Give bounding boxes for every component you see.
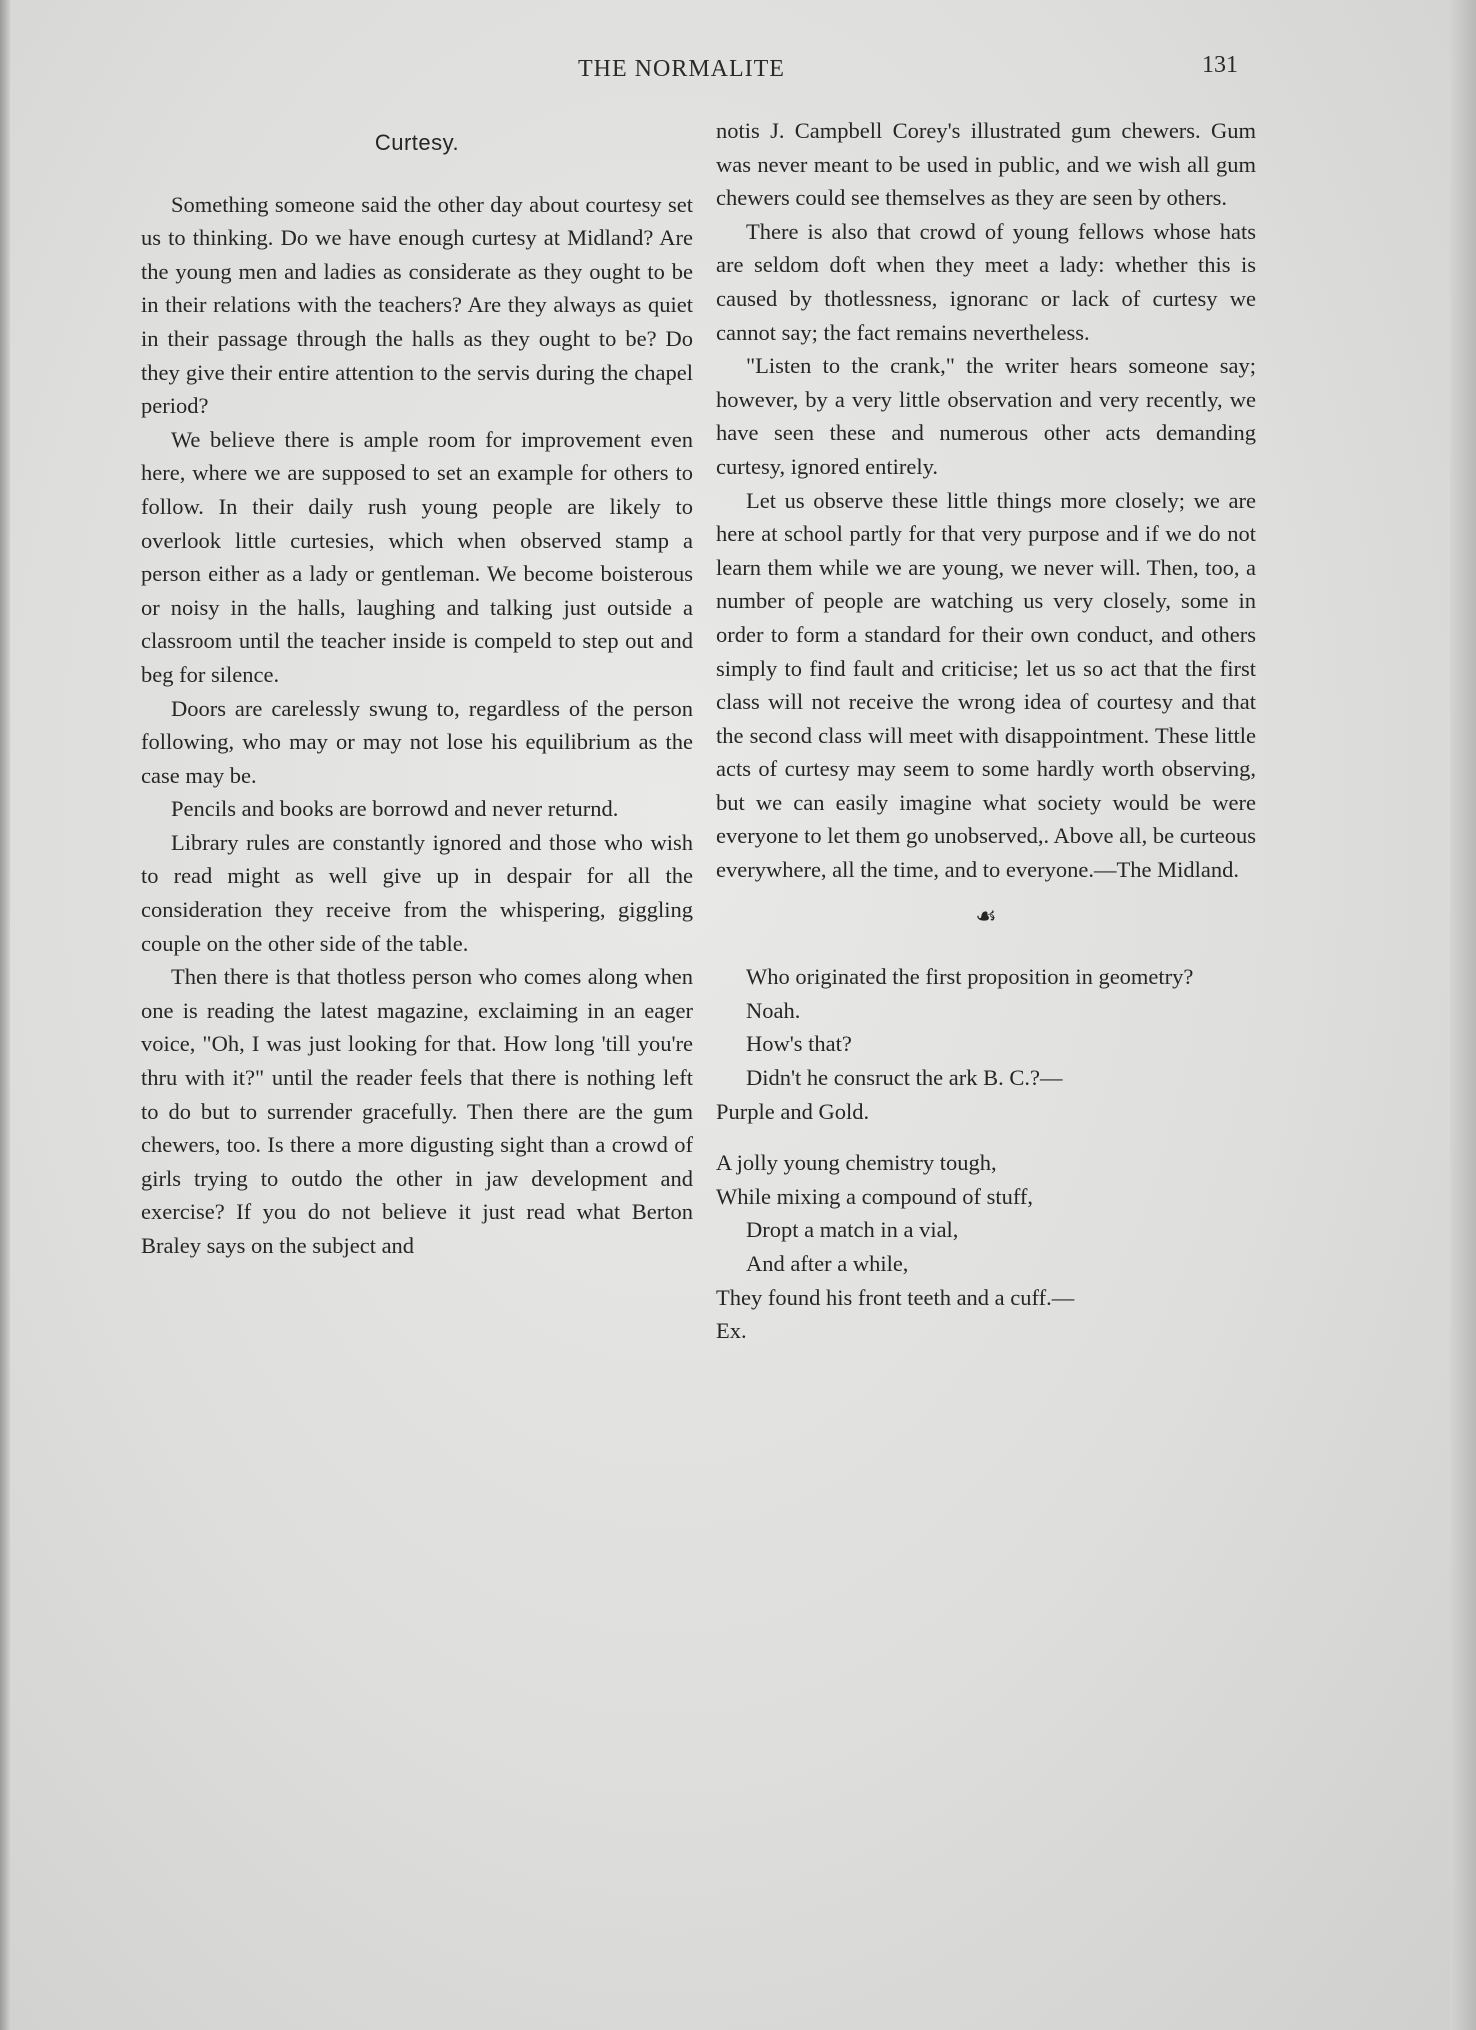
limerick-line: While mixing a compound of stuff, bbox=[716, 1183, 1034, 1209]
article-paragraph: Something someone said the other day about courtesy set us to thinking. Do we have enough curtesy at Midland? Are the young men and ladies as considerate as they ought to be in their relations with the teachers? Are they always as quiet in their passage through the halls as they ought to be? Do they give their entire attention to the servis during the chapel period? bbox=[141, 191, 693, 419]
article-title: Curtesy. bbox=[374, 130, 460, 155]
article-paragraph: Library rules are constantly ignored and those who wish to read might as well give up in despair for all the consideration they receive from the whispering, giggling couple on the other side of the table. bbox=[141, 829, 693, 956]
article-paragraph: Let us observe these little things more closely; we are here at school partly for that very purpose and if we do not learn them while we are young, we never will. Then, too, a number of people are watching us very closely, some in order to form a standard for their own conduct, and others simply to find fault and criticise; let us so act that the first class will not receive the wrong idea of courtesy and that the second class will meet with disappointment. These little acts of curtesy may seem to some hardly worth observing, but we can easily imagine what society would be were everyone to let them go unobserved,. Above all, be curteous everywhere, all the time, and to everyone.—The Midland. bbox=[716, 487, 1256, 883]
article-paragraph: There is also that crowd of young fellows whose hats are seldom doft when they meet a lady: whether this is caused by thotlessness, ignoranc or lack of curtesy we cannot say; the fact remains nevertheless. bbox=[716, 218, 1256, 345]
article-continuation: notis J. Campbell Corey's illustrated gum chewers. Gum was never meant to be used in public, and we wish all gum chewers could see themselves as they are seen by others. bbox=[716, 118, 1256, 211]
running-header: THE NORMALITE bbox=[578, 56, 785, 82]
limerick-source: Ex. bbox=[716, 1318, 747, 1344]
left-column bbox=[141, 114, 693, 1263]
page-number: 131 bbox=[1202, 52, 1238, 78]
limerick-line: And after a while, bbox=[746, 1251, 909, 1276]
joke-followup: How's that? bbox=[746, 1031, 852, 1057]
limerick-line: They found his front teeth and a cuff.— bbox=[716, 1284, 1075, 1310]
limerick-line: A jolly young chemistry tough, bbox=[716, 1150, 997, 1176]
ornament-divider-icon: ☙ bbox=[975, 903, 997, 930]
joke-answer: Noah. bbox=[746, 997, 801, 1023]
page-edge-left bbox=[0, 0, 10, 2030]
article-paragraph: "Listen to the crank," the writer hears someone say; however, by a very little observation and very recently, we have seen these and numerous other acts demanding curtesy, ignored entirely. bbox=[716, 353, 1256, 479]
limerick bbox=[716, 1146, 1256, 1348]
article-paragraph: Then there is that thotless person who comes along when one is reading the latest magazine, exclaiming in an eager voice, "Oh, I was just looking for that. How long 'till you're thru with it?" until the reader feels that there is nothing left to do but to surrender gracefully. Then there are the gum chewers, too. Is there a more digusting sight than a crowd of girls trying to outdo the other in jaw development and exercise? If you do not believe it just read what Berton Braley says on the subject and bbox=[141, 964, 693, 1258]
limerick-line: Dropt a match in a vial, bbox=[746, 1217, 959, 1243]
page-edge-right bbox=[1450, 0, 1476, 2030]
joke-source: Purple and Gold. bbox=[716, 1098, 870, 1124]
joke-question: Who originated the first proposition in geometry? bbox=[746, 964, 1194, 990]
article-paragraph: We believe there is ample room for improvement even here, where we are supposed to set an example for others to follow. In their daily rush young people are likely to overlook little curtesies, which when observed stamp a person either as a lady or gentleman. We become boisterous or noisy in the halls, laughing and talking just outside a classroom until the teacher inside is compeld to step out and beg for silence. bbox=[141, 426, 693, 687]
joke-block bbox=[716, 960, 1256, 1128]
article-paragraph: Pencils and books are borrowd and never returnd. bbox=[171, 796, 619, 822]
joke-punchline: Didn't he consruct the ark B. C.?— bbox=[746, 1065, 1063, 1091]
right-column bbox=[716, 114, 1256, 1348]
article-paragraph: Doors are carelessly swung to, regardless of the person following, who may or may not lose his equilibrium as the case may be. bbox=[141, 695, 693, 788]
